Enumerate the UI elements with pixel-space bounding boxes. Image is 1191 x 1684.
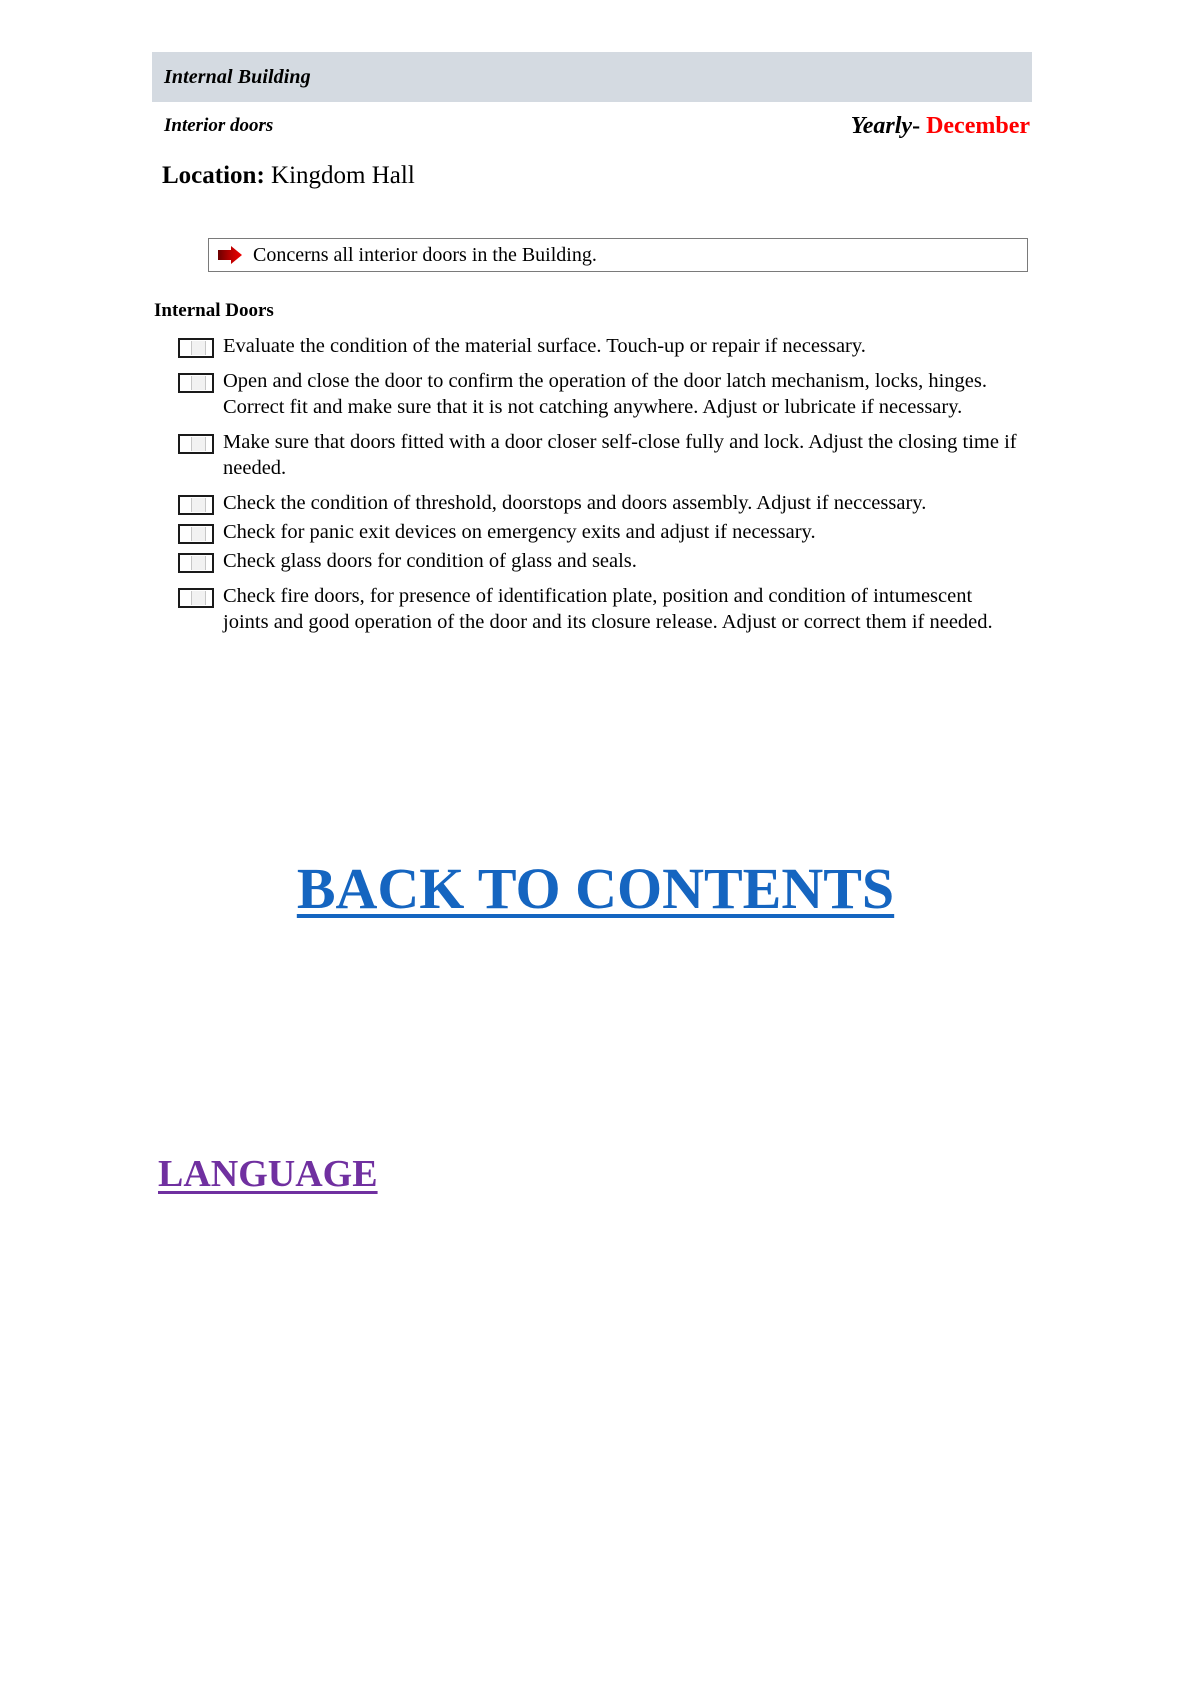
subheader-row <box>152 108 1032 144</box>
location-line <box>162 162 415 190</box>
checkbox-icon[interactable] <box>178 524 214 544</box>
notice-text: Concerns all interior doors in the Building. <box>253 244 597 266</box>
checklist-section-title: Internal Doors <box>154 300 274 321</box>
frequency-period: Yearly <box>850 112 913 139</box>
document-subtitle: Interior doors <box>164 115 274 136</box>
checkbox-icon[interactable] <box>178 588 214 608</box>
checklist-item-label: Evaluate the condition of the material surface. Touch-up or repair if necessary. <box>223 335 866 357</box>
checkbox-icon[interactable] <box>178 373 214 393</box>
checklist-item-label: Make sure that doors fitted with a door closer self-close fully and lock. Adjust the closing time if needed. <box>223 431 1017 479</box>
checklist-item[interactable] <box>178 333 1018 359</box>
frequency-label <box>851 113 1032 140</box>
notice-box <box>208 238 1028 272</box>
checklist-item[interactable] <box>178 490 1018 516</box>
checklist-item[interactable] <box>178 368 1018 420</box>
checklist <box>178 333 1018 644</box>
checklist-item-label: Check for panic exit devices on emergency exits and adjust if necessary. <box>223 521 816 543</box>
checkbox-icon[interactable] <box>178 338 214 358</box>
section-banner <box>152 52 1032 102</box>
checkbox-icon[interactable] <box>178 553 214 573</box>
checklist-item[interactable] <box>178 429 1018 481</box>
checklist-item-label: Check glass doors for condition of glass and seals. <box>223 550 637 572</box>
red-right-arrow-icon <box>217 245 243 265</box>
checkbox-icon[interactable] <box>178 495 214 515</box>
checklist-item-label: Open and close the door to confirm the operation of the door latch mechanism, locks, hinges. Correct fit and make sure that it is not catching anywhere. Adjust or lubricate if necessary. <box>223 370 987 418</box>
checklist-item-label: Check the condition of threshold, doorstops and doors assembly. Adjust if neccessary. <box>223 492 927 514</box>
checkbox-icon[interactable] <box>178 434 214 454</box>
banner-title: Internal Building <box>164 65 311 88</box>
language-link[interactable]: LANGUAGE <box>158 1153 378 1195</box>
location-value: Kingdom Hall <box>271 162 415 189</box>
checklist-item[interactable] <box>178 519 1018 545</box>
checklist-item[interactable] <box>178 583 1018 635</box>
location-label: Location: <box>162 162 265 189</box>
checklist-item[interactable] <box>178 548 1018 574</box>
checklist-item-label: Check fire doors, for presence of identification plate, position and condition of intumescent joints and good operation of the door and its closure release. Adjust or correct them if needed. <box>223 585 993 633</box>
frequency-separator: - <box>912 112 921 139</box>
frequency-month: December <box>926 112 1030 139</box>
back-to-contents-link[interactable]: BACK TO CONTENTS <box>296 856 895 921</box>
